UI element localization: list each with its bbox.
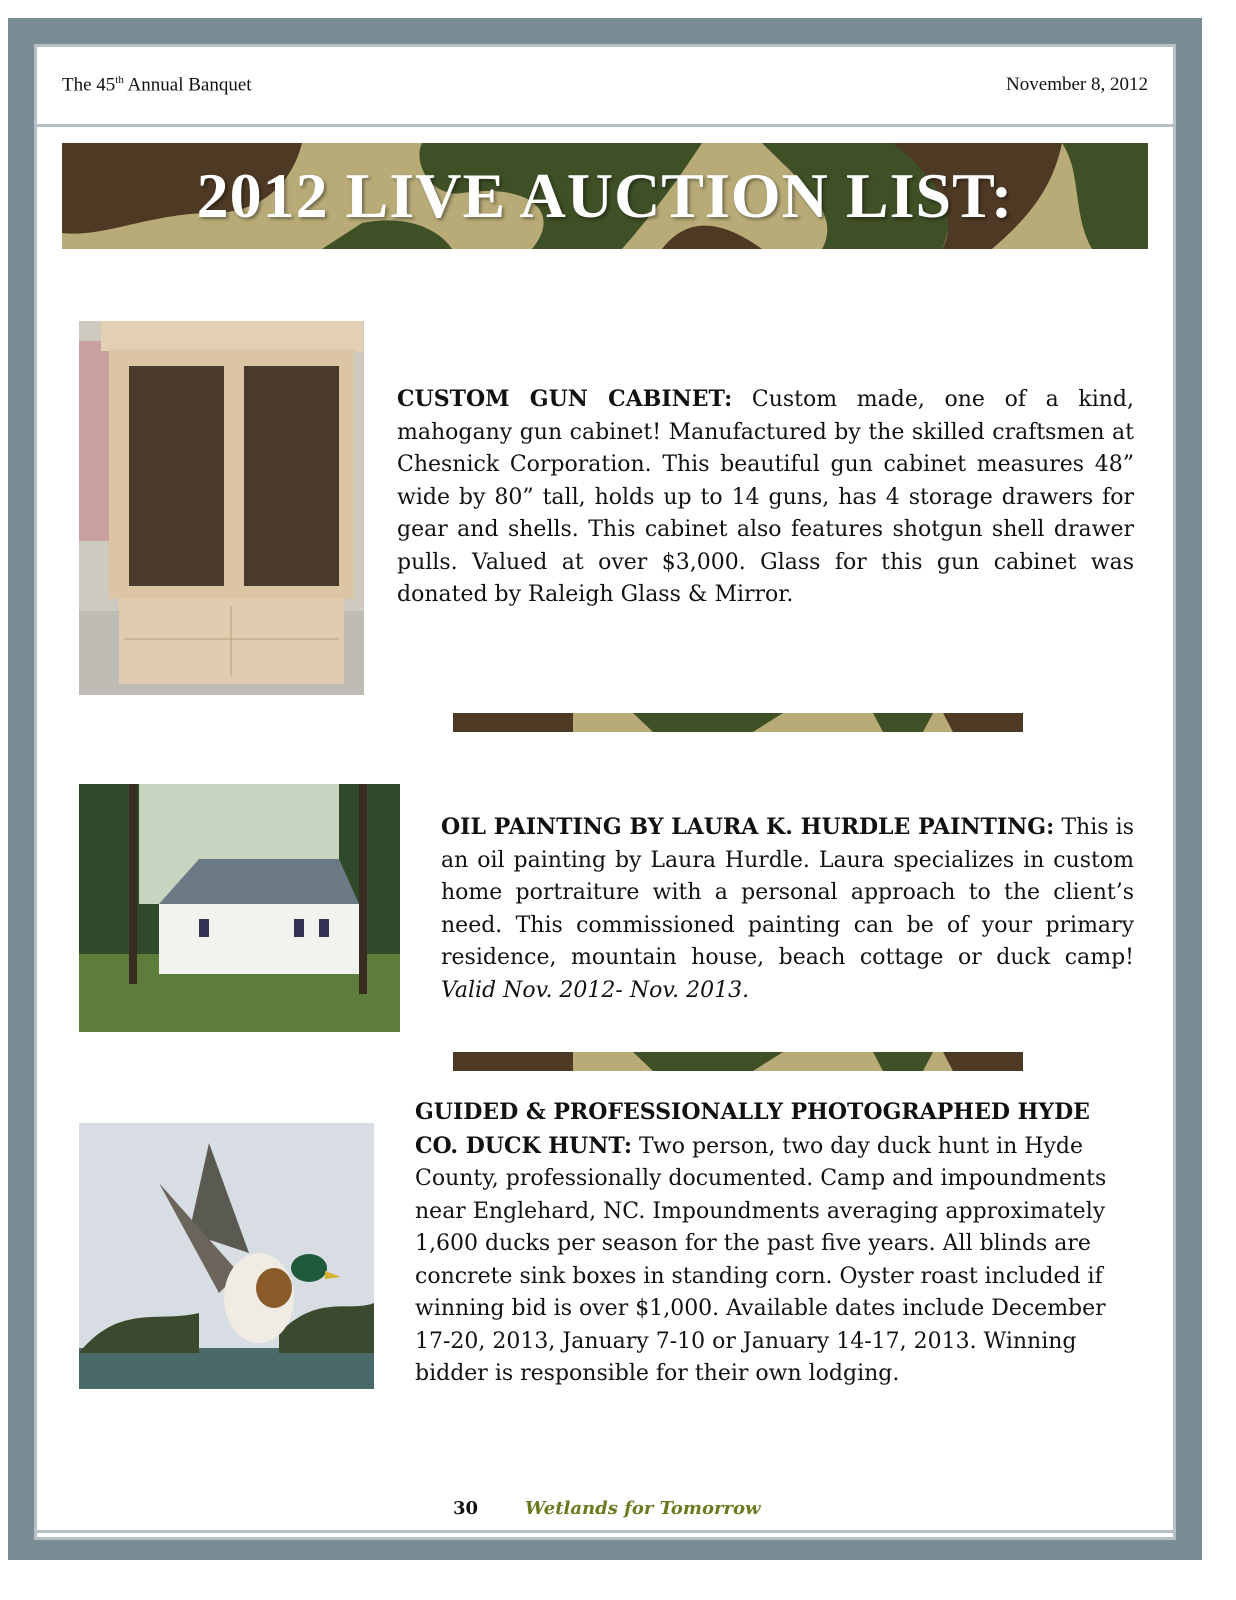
publication-name: Wetlands for Tomorrow bbox=[525, 1498, 761, 1519]
camo-divider bbox=[453, 1052, 1023, 1071]
footer-divider bbox=[34, 1530, 1176, 1533]
item-description: OIL PAINTING BY LAURA K. HURDLE PAINTING: This is an oil painting by Laura Hurdle. Laura specializes in custom home portraiture with a personal approach to the client’s need. This commissioned painting can be of your primary residence, mountain house, beach cottage or duck camp! Valid Nov. 2012- Nov. 2013. bbox=[441, 814, 1134, 1003]
duck-painting bbox=[79, 1123, 374, 1389]
header-date: November 8, 2012 bbox=[1006, 74, 1148, 95]
house-painting bbox=[79, 784, 400, 1032]
page-number: 30 bbox=[453, 1498, 479, 1519]
camo-divider bbox=[453, 713, 1023, 732]
header-title: The 45th Annual Banquet bbox=[62, 74, 252, 96]
header-divider bbox=[34, 124, 1176, 127]
gun-cabinet-photo bbox=[79, 321, 364, 695]
item-description: GUIDED & PROFESSIONALLY PHOTOGRAPHED HYDE CO. DUCK HUNT: Two person, two day duck hunt in Hyde County, professionally documented. Camp and impoundments near Englehard, NC. Impoundments averaging approximately 1,600 ducks per season for the past five years. All blinds are concrete sink boxes in standing corn. Oyster roast included if winning bid is over $1,000. Available dates include December 17-20, 2013, January 7-10 or January 14-17, 2013. Winning bidder is responsible for their own lodging. bbox=[415, 1099, 1107, 1386]
item-description: CUSTOM GUN CABINET: Custom made, one of a kind, mahogany gun cabinet! Manufactured by the skilled craftsmen at Chesnick Corporation. This beautiful gun cabinet measures 48” wide by 80” tall, holds up to 14 guns, has 4 storage drawers for gear and shells. This cabinet also features shotgun shell drawer pulls. Valued at over $3,000. Glass for this gun cabinet was donated by Raleigh Glass & Mirror. bbox=[397, 386, 1134, 607]
page-title: 2012 LIVE AUCTION LIST: bbox=[196, 160, 1014, 231]
title-banner bbox=[62, 143, 1148, 249]
